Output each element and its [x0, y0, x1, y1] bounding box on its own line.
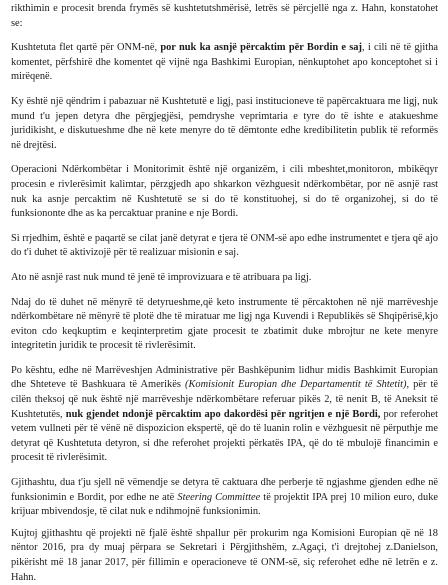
paragraph-intro: [11, 2, 438, 31]
text-run: , për të cilën theksoj që nuk është një marrëveshje ndërkombëtare referuar pikës 2, të nenit B, të Aneksit të Kushtetutës,: [11, 379, 439, 420]
paragraph-consequence: [11, 232, 438, 261]
text-run: , i cili në të gjitha komentet, përfshirë dhe komentet që vijnë nga Bashkimi Europian, nënkuptohet apo konceptohet si i mirëqenë.: [11, 42, 438, 83]
bold-run: nuk gjendet ndonjë përcaktim apo dakordësi për ngritjen e një Bordi,: [65, 408, 381, 420]
text-run: Kujtoj gjithashtu që projekti në fjalë është shpallur për prokurim nga Komisioni Europian që në 18 nëntor 2016, pra dy muaj përpara se Sekretari i Përgjithshëm, z.Agaçi, t'i drejtohej z.Danielson, pikërisht më 18 janar 2017, për fillimin e operacioneve të ONM-së, siç referohet edhe në letrën e z. Hahn.: [11, 527, 438, 583]
text-run: rikthimin e procesit brenda frymës së kushtetutshmërisë, letrës së përcjellë nga z. Hahn, konstatohet se:: [11, 3, 438, 29]
text-run: Ky është një qëndrim i pabazuar në Kushtetutë e ligj, pasi institucioneve të papërcaktuara me ligj, nuk mund t'u jepen detyra dhe përgjegjësi, pemdryshe veprimtaria e tyre do të ishte e atakueshme juridikisht, e diskutueshme dhe në kete menyre do të dëmtonte edhe kredibilitetin publik të reformës në drejtësi.: [11, 95, 438, 151]
text-run: Po kështu, edhe në Marrëveshjen Administrative për Bashkëpunim lidhur midis Bashkimit Europian dhe Shteteve të Bashkuara të Amerikës: [11, 364, 438, 391]
text-run: Operacioni Ndërkombëtar i Monitorimit është një organizëm, i cili mbeshtet,monitoron, mbikëqyr procesin e rivlerësimit kalimtar, përzgjedh apo shkarkon vëzhguesit ndërkombëtar, por në asnjë rast nuk ka asnje percaktim në Kushtetutë se si do të konstituohej, si do të organizohej, si do të funksiononte dhe as ka percaktuar pranine e nje Bordi.: [11, 164, 438, 220]
text-run: Ato në asnjë rast nuk mund të jenë të improvizuara e të atribuara pa ligj.: [11, 271, 312, 283]
paragraph-administrative-agreement: [11, 364, 438, 466]
paragraph-constitution-onm: [11, 41, 438, 85]
text-run: Kushtetuta flet qartë për ONM-në,: [11, 42, 161, 54]
paragraph-ipa-procurement: [11, 527, 438, 585]
text-run: të projektit IPA prej 10 milion euro, duke krijuar mbivendosje, të cilat nuk e ndihmojnë funksionimin.: [11, 491, 439, 518]
text-run: Si rrjedhim, është e paqartë se cilat janë detyrat e tjera të ONM-së apo edhe instrumentet e tjera që ajo do t'i duhet të aktivizojë për të realizuar misionin e saj.: [11, 232, 438, 259]
italic-run: Steering Committee: [177, 491, 261, 503]
bold-run: por nuk ka asnjë përcaktim për Bordin e saj: [160, 42, 362, 54]
text-run: Gjithashtu, dua t'ju sjell në vëmendje se detyra të caktuara dhe perberje të ngjashme gjenden edhe në funksionimin e Bordit, por edhe ne atë: [11, 477, 438, 503]
italic-run: (Komisionit Europian dhe Departamentit të Shtetit): [184, 379, 407, 391]
paragraph-unfounded-position: [11, 95, 438, 153]
paragraph-no-improvisation: [11, 271, 438, 286]
paragraph-operation-description: [11, 163, 438, 221]
text-run: Ndaj do të duhet në mënyrë të detyrueshme,që keto instrumente të përcaktohen në një marrëveshje ndërkombëtare në mënyrë të plotë dhe të miratuar me ligj nga Kuvendi i Republikës së Shqipërisë,kjo eviton cdo keqkuptim e keqinterpretim gjate procesit te zbatimit duke mbrojtur ne kete menyre integritetin juridik te procesit të rivlerësimit.: [11, 296, 438, 352]
paragraph-international-agreement: [11, 296, 438, 354]
text-run: por referohet vetem vullneti për të vënë në dispozicion ekspertë, që do të luanin rolin e vëzhguesit në përputhje me detyrat që Kushtetuta detyron, si dhe referohet projekti përkatës IPA, që do të mbulojë financimin e procesit të rivlerësimit.: [11, 408, 438, 464]
paragraph-steering-committee: [11, 476, 438, 520]
